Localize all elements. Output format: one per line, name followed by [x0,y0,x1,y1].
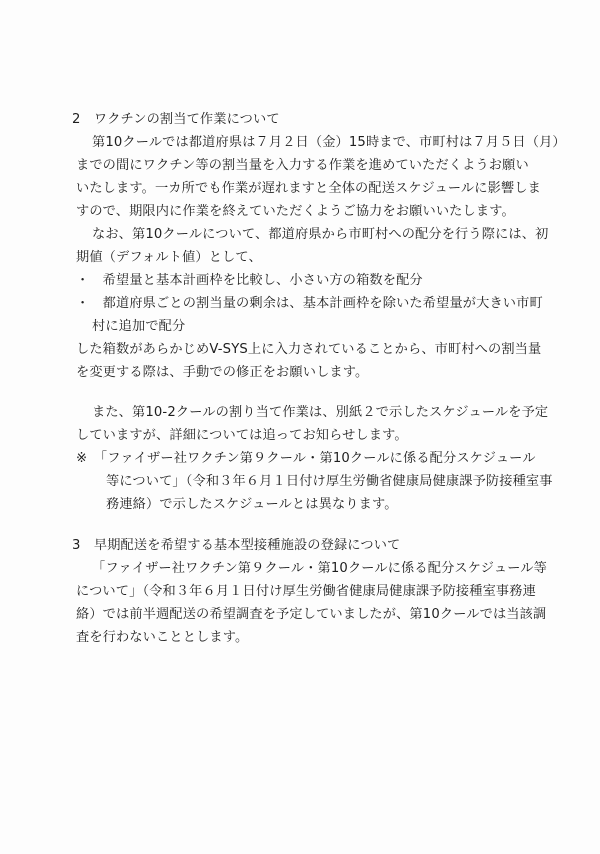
section-2-heading: 2 ワクチンの割当て作業について [72,112,280,127]
section-2-para1-line1: 第10クールでは都道府県は７月２日（金）15時まで、市町村は７月５日（月） [92,135,566,150]
bullet-item-1: ・ 希望量と基本計画枠を比較し、小さい方の箱数を配分 [76,273,423,288]
section-3-para1-line2: について」（令和３年６月１日付け厚生労働省健康局健康課予防接種室事務連 [76,584,536,599]
section-3-heading: 3 早期配送を希望する基本型接種施設の登録について [72,538,401,553]
bullet-item-2-line2: 村に追加で配分 [92,319,186,334]
note-line2: 等について」（令和３年６月１日付け厚生労働省健康局健康課予防接種室事 [106,474,553,489]
note-line1: ※ 「ファイザー社ワクチン第９クール・第10クールに係る配分スケジュール [76,451,536,466]
bullet-item-2-line1: ・ 都道府県ごとの割当量の剰余は、基本計画枠を除いた希望量が大きい市町 [76,296,543,311]
section-3-para1-line3: 絡）では前半週配送の希望調査を予定していましたが、第10クールでは当該調 [76,607,547,622]
section-2-para2-line2: 期値（デフォルト値）として、 [76,250,262,265]
section-3-para1-line4: 査を行わないこととします。 [76,630,249,645]
section-2-para1-line2: までの間にワクチン等の割当量を入力する作業を進めていただくようお願い [76,158,529,173]
section-2-para2-line1: なお、第10クールについて、都道府県から市町村への配分を行う際には、初 [92,227,549,242]
section-2-para3-line1: した箱数があらかじめV-SYS上に入力されていることから、市町村への割当量 [76,342,542,357]
section-2-para1-line4: すので、期限内に作業を終えていただくようご協力をお願いいたします。 [76,204,515,219]
section-2-para1-line3: いたします。一カ所でも作業が遅れますと全体の配送スケジュールに影響しま [76,181,541,196]
note-line3: 務連絡）で示したスケジュールとは異なります。 [106,497,398,512]
section-2-para4-line1: また、第10-2クールの割り当て作業は、別紙２で示したスケジュールを予定 [92,405,549,420]
section-3-para1-line1: 「ファイザー社ワクチン第９クール・第10クールに係る配分スケジュール等 [92,561,547,576]
section-2-para3-line2: を変更する際は、手動での修正をお願いします。 [76,365,369,380]
section-2-para4-line2: していますが、詳細については追ってお知らせします。 [76,428,408,443]
